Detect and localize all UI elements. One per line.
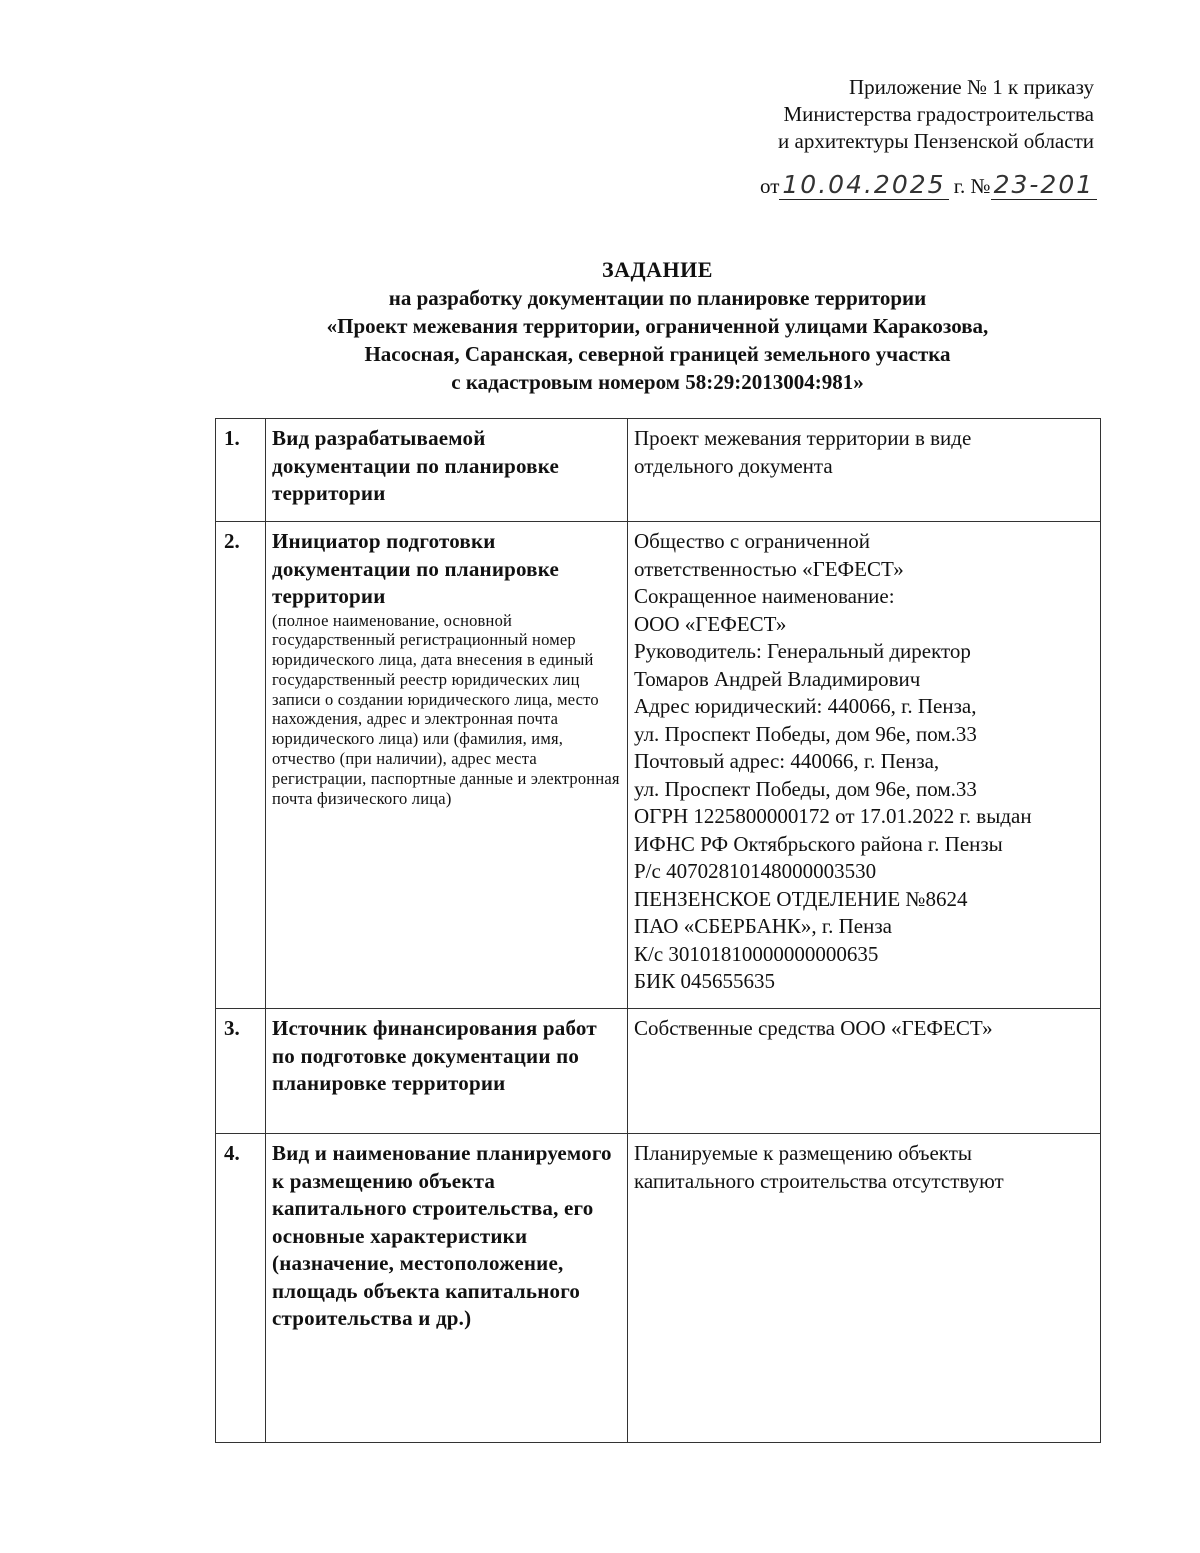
row-value [628, 522, 1101, 1009]
value-line: Томаров Андрей Владимирович [634, 666, 921, 691]
value-line: ООО «ГЕФЕСТ» [634, 611, 787, 636]
value-line: ИФНС РФ Октябрьского района г. Пензы [634, 831, 1003, 856]
date-prefix: от [760, 174, 780, 198]
row-number: 4. [216, 1134, 266, 1443]
order-date-number [760, 170, 1097, 200]
row-value [628, 1009, 1101, 1134]
table-row [216, 1134, 1101, 1443]
value-line: ул. Проспект Победы, дом 96е, пом.33 [634, 721, 977, 746]
row-label-text: Вид разрабатываемой документации по планировке территории [272, 426, 560, 505]
value-line: ПАО «СБЕРБАНК», г. Пенза [634, 914, 892, 938]
handwritten-order-number: 23-201 [991, 170, 1098, 200]
value-line: Общество с ограниченной [634, 529, 870, 553]
row-number: 3. [216, 1009, 266, 1134]
document-title [150, 256, 1165, 396]
row-label [266, 1009, 628, 1134]
value-line: Собственные средства ООО «ГЕФЕСТ» [634, 1016, 993, 1040]
handwritten-date: 10.04.2025 [779, 170, 948, 200]
value-line: Почтовый адрес: 440066, г. Пенза, [634, 749, 940, 773]
title-main: ЗАДАНИЕ [602, 257, 713, 282]
table-row [216, 1009, 1101, 1134]
row-value [628, 419, 1101, 522]
value-line: капитального строительства отсутствуют [634, 1168, 1004, 1193]
row-number: 2. [216, 522, 266, 1009]
title-line: Насосная, Саранская, северной границей земельного участка [364, 342, 951, 366]
table-row [216, 522, 1101, 1009]
task-table [215, 418, 1101, 1443]
value-line: ответственностью «ГЕФЕСТ» [634, 556, 904, 581]
value-line: ул. Проспект Победы, дом 96е, пом.33 [634, 776, 977, 801]
date-suffix: г. № [953, 174, 991, 198]
value-line: Адрес юридический: 440066, г. Пенза, [634, 694, 977, 718]
header-line: и архитектуры Пензенской области [778, 129, 1094, 153]
header-line: Приложение № 1 к приказу [849, 75, 1094, 99]
title-line: на разработку документации по планировке территории [388, 286, 927, 310]
row-label-text: Инициатор подготовки документации по планировке территории [272, 529, 560, 608]
value-line: Проект межевания территории в виде [634, 426, 972, 450]
header-line: Министерства градостроительства [783, 102, 1094, 126]
value-line: К/с 30101810000000000635 [634, 941, 879, 966]
row-label [266, 419, 628, 522]
value-line: ПЕНЗЕНСКОЕ ОТДЕЛЕНИЕ №8624 [634, 886, 968, 911]
row-value [628, 1134, 1101, 1443]
title-line: «Проект межевания территории, ограниченной улицами Каракозова, [326, 314, 989, 338]
title-line: с кадастровым номером 58:29:2013004:981» [451, 370, 864, 394]
value-line: отдельного документа [634, 453, 833, 478]
row-label-text: Источник финансирования работ по подготовке документации по планировке территории [272, 1016, 597, 1095]
value-line: Руководитель: Генеральный директор [634, 639, 971, 663]
value-line: ОГРН 1225800000172 от 17.01.2022 г. выдан [634, 804, 1032, 828]
row-label [266, 1134, 628, 1443]
value-line: Сокращенное наименование: [634, 584, 895, 608]
value-line: Планируемые к размещению объекты [634, 1141, 973, 1165]
value-line: БИК 045655635 [634, 969, 775, 993]
row-label [266, 522, 628, 1009]
row-number: 1. [216, 419, 266, 522]
document-header [778, 74, 1094, 155]
value-line: Р/с 40702810148000003530 [634, 859, 877, 883]
row-label-text: Вид и наименование планируемого к размещению объекта капитального строительства, его основные характеристики (назначение, местоположение, площадь объекта капитального строительства и др.) [272, 1141, 612, 1330]
table-row [216, 419, 1101, 522]
row-label-note: (полное наименование, основной государственный регистрационный номер юридического лица, дата внесения в единый государственный реестр юридических лиц записи о создании юридического лица, место нахождения, адрес и электронная почта юридического лица) или (фамилия, имя, отчество (при наличии), адрес места регистрации, паспортные данные и электронная почта физического лица) [272, 610, 620, 808]
